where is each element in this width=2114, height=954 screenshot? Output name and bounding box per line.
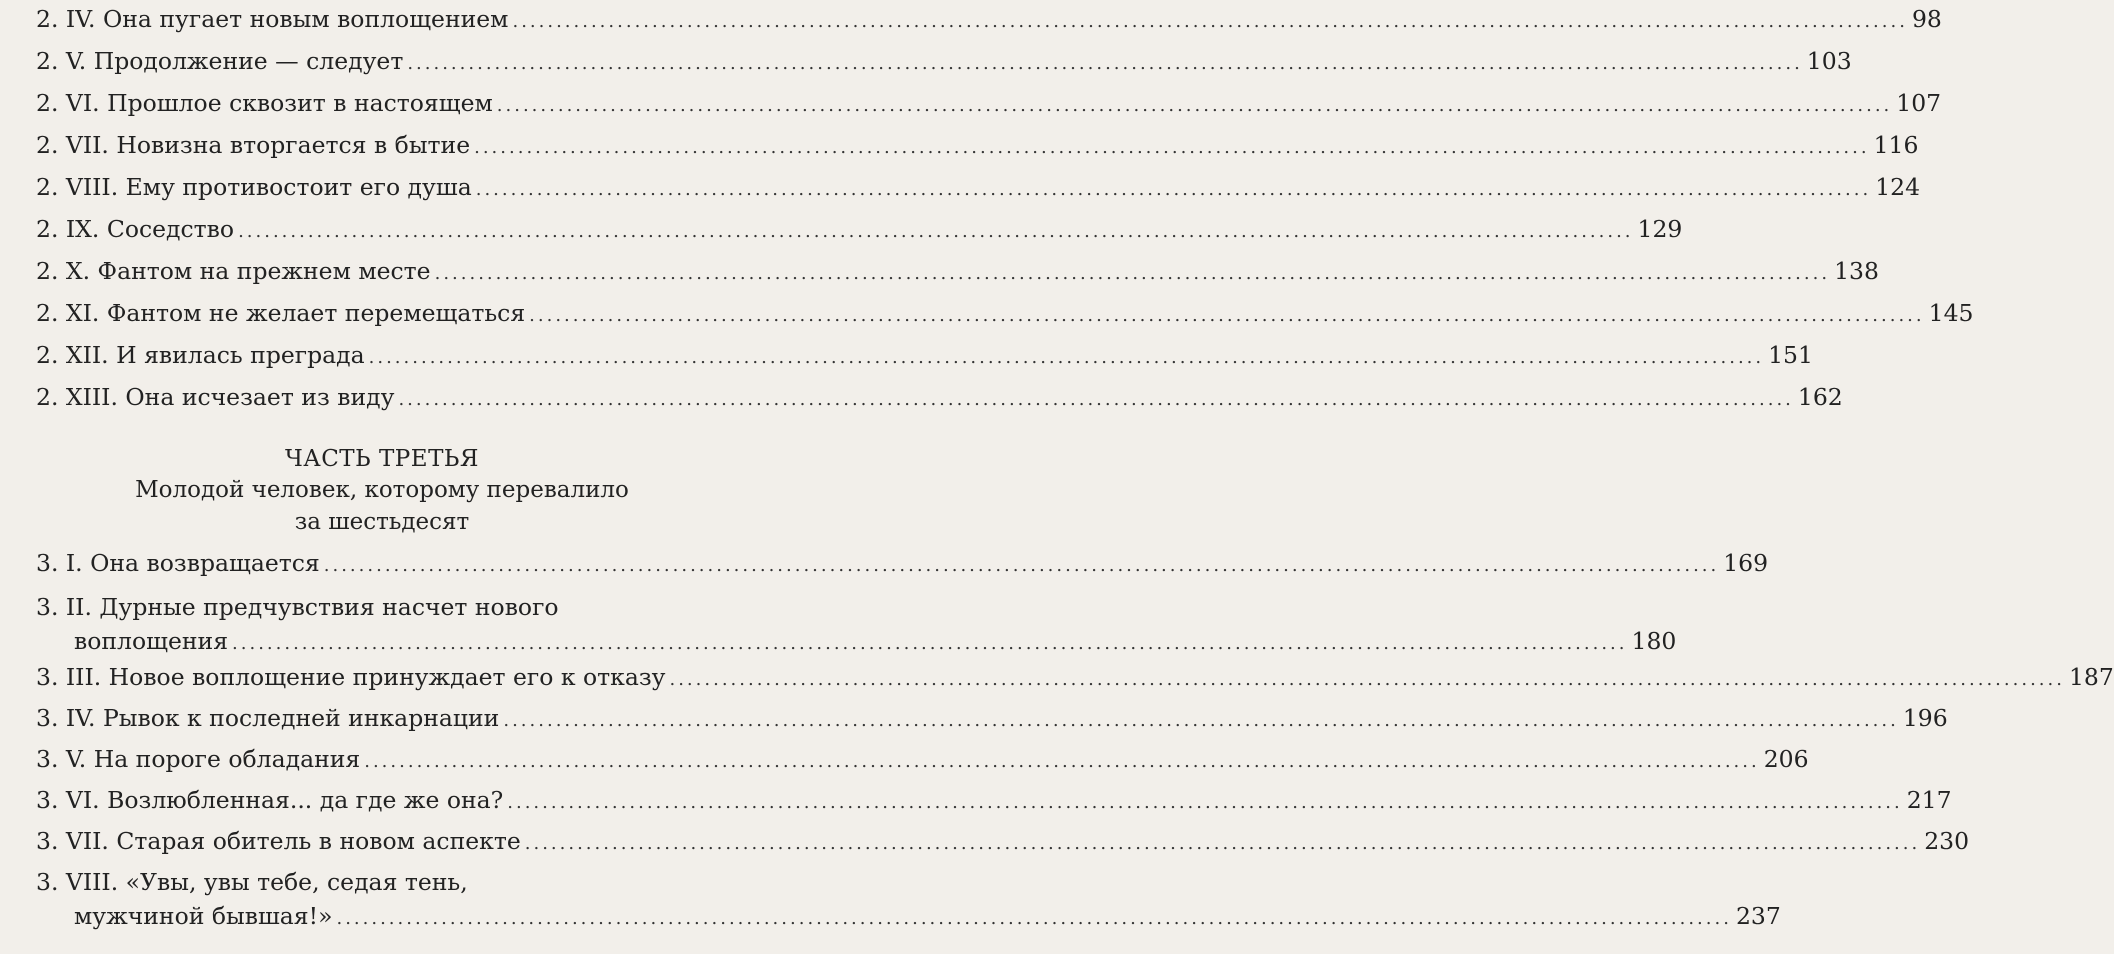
entry-page: 151 xyxy=(1768,341,1813,369)
toc-entry xyxy=(36,86,1942,128)
entry-title: 3. VII. Старая обитель в новом аспекте xyxy=(36,827,521,855)
entry-title: 3. VI. Возлюбленная... да где же она? xyxy=(36,786,504,814)
leader-dots: ................................................................................................................................................................ xyxy=(475,179,1872,200)
entry-page: 237 xyxy=(1735,902,1781,930)
entry-title-continuation: воплощения xyxy=(74,627,229,655)
entry-page: 107 xyxy=(1896,89,1942,117)
entry-page: 98 xyxy=(1911,5,1942,33)
leader-dots: ................................................................................................................................................................ xyxy=(669,669,2065,690)
entry-title: 3. II. Дурные предчувствия насчет нового xyxy=(36,593,559,621)
toc-entry xyxy=(36,212,1683,254)
toc-entry xyxy=(36,742,1809,783)
leader-dots: ................................................................................................................................................................ xyxy=(368,347,1765,368)
leader-dots: ................................................................................................................................................................ xyxy=(496,95,1893,116)
toc-entry xyxy=(36,590,1677,660)
entry-title: 2. XI. Фантом не желает перемещаться xyxy=(36,299,526,327)
entry-title: 2. XIII. Она исчезает из виду xyxy=(36,383,395,411)
entry-title: 2. V. Продолжение — следует xyxy=(36,47,404,75)
leader-dots: ................................................................................................................................................................ xyxy=(434,263,1831,284)
leader-dots: ................................................................................................................................................................ xyxy=(398,389,1794,410)
toc-entry xyxy=(36,824,1970,865)
part3-heading-block xyxy=(0,444,764,538)
entry-page: 206 xyxy=(1763,745,1809,773)
entry-title: 3. V. На пороге обладания xyxy=(36,745,361,773)
entry-page: 103 xyxy=(1806,47,1852,75)
leader-dots: ................................................................................................................................................................ xyxy=(364,751,1760,772)
toc-entry xyxy=(36,865,1781,935)
toc-entry xyxy=(36,2,1942,44)
leader-dots: ................................................................................................................................................................ xyxy=(238,221,1634,242)
entry-page: 169 xyxy=(1723,549,1769,577)
leader-dots: ................................................................................................................................................................ xyxy=(232,633,1628,654)
toc-entry xyxy=(36,783,1952,824)
toc-entry xyxy=(36,44,1852,86)
entry-page: 187 xyxy=(2068,663,2114,691)
toc-entry xyxy=(36,380,1843,422)
entry-title: 3. IV. Рывок к последней инкарнации xyxy=(36,704,500,732)
entry-page: 124 xyxy=(1875,173,1921,201)
entry-title: 2. IV. Она пугает новым воплощением xyxy=(36,5,509,33)
leader-dots: ................................................................................................................................................................ xyxy=(407,53,1803,74)
leader-dots: ................................................................................................................................................................ xyxy=(524,833,1921,854)
entry-page: 138 xyxy=(1834,257,1879,285)
entry-title: 2. VII. Новизна вторгается в бытие xyxy=(36,131,471,159)
entry-page: 116 xyxy=(1873,131,1919,159)
entry-title: 2. IX. Соседство xyxy=(36,215,235,243)
toc-part3 xyxy=(36,546,2114,935)
toc-entry xyxy=(36,546,1769,590)
entry-page: 180 xyxy=(1631,627,1677,655)
leader-dots: ................................................................................................................................................................ xyxy=(336,908,1732,929)
leader-dots: ................................................................................................................................................................ xyxy=(503,710,1899,731)
entry-page: 145 xyxy=(1928,299,1974,327)
toc-entry xyxy=(36,338,1813,380)
entry-title: 3. I. Она возвращается xyxy=(36,549,320,577)
toc-entry xyxy=(36,128,1919,170)
toc-entry xyxy=(36,296,1974,338)
part-subtitle: Молодой человек, которому перевалило xyxy=(135,477,629,503)
part-subtitle: за шестьдесят xyxy=(294,509,470,535)
entry-page: 217 xyxy=(1906,786,1952,814)
entry-title: 2. XII. И явилась преграда xyxy=(36,341,365,369)
entry-title: 3. III. Новое воплощение принуждает его к отказу xyxy=(36,663,666,691)
entry-title: 2. VIII. Ему противостоит его душа xyxy=(36,173,472,201)
toc-entry xyxy=(36,660,2114,701)
part-heading: ЧАСТЬ ТРЕТЬЯ xyxy=(285,446,479,472)
leader-dots: ................................................................................................................................................................ xyxy=(529,305,1925,326)
toc-part2 xyxy=(36,2,1974,422)
entry-page: 129 xyxy=(1637,215,1683,243)
entry-page: 196 xyxy=(1902,704,1948,732)
entry-title-continuation: мужчиной бывшая!» xyxy=(74,902,333,930)
entry-title: 3. VIII. «Увы, увы тебе, седая тень, xyxy=(36,868,468,896)
toc-entry xyxy=(36,170,1921,212)
leader-dots: ................................................................................................................................................................ xyxy=(507,792,1903,813)
entry-title: 2. X. Фантом на прежнем месте xyxy=(36,257,431,285)
entry-page: 162 xyxy=(1797,383,1843,411)
leader-dots: ................................................................................................................................................................ xyxy=(474,137,1870,158)
toc-entry xyxy=(36,254,1879,296)
leader-dots: ................................................................................................................................................................ xyxy=(323,555,1720,576)
toc-entry xyxy=(36,701,1948,742)
entry-title: 2. VI. Прошлое сквозит в настоящем xyxy=(36,89,493,117)
leader-dots: ................................................................................................................................................................ xyxy=(512,11,1908,32)
entry-page: 230 xyxy=(1924,827,1970,855)
